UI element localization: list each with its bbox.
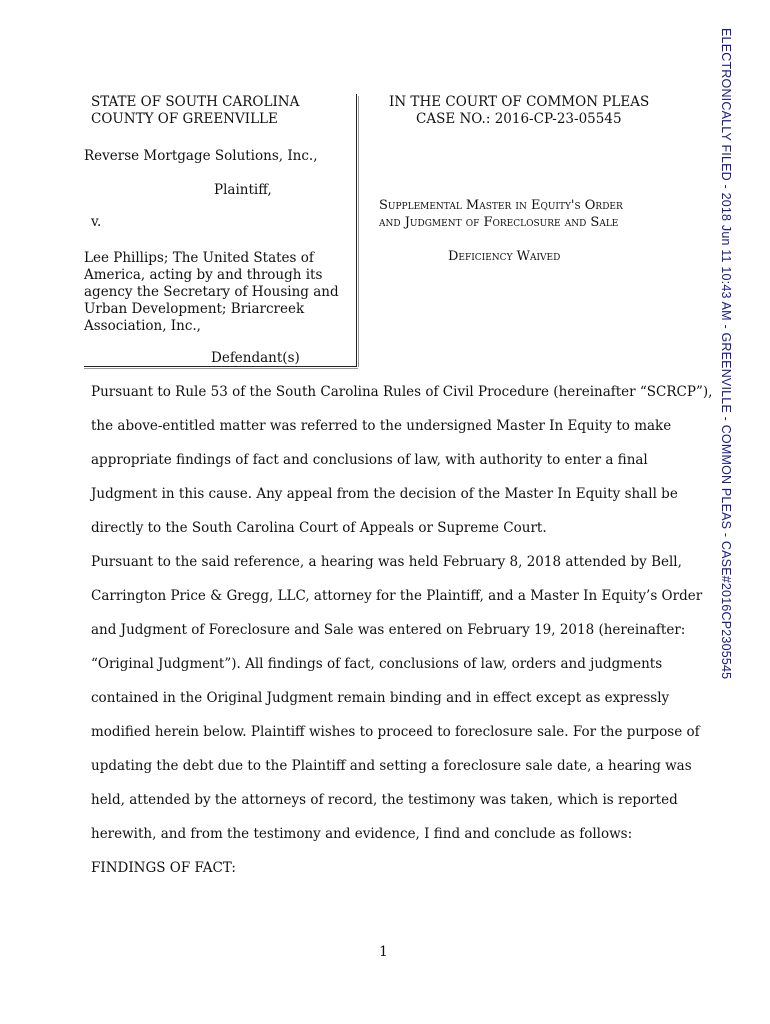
findings-heading: FINDINGS OF FACT: xyxy=(91,860,236,876)
plaintiff-name: Reverse Mortgage Solutions, Inc., xyxy=(84,148,318,164)
state-label: STATE OF SOUTH CAROLINA xyxy=(91,94,300,110)
body-line: modified herein below. Plaintiff wishes to proceed to foreclosure sale. For the purpose of xyxy=(91,724,700,740)
county-label: COUNTY OF GREENVILLE xyxy=(91,111,278,127)
body-line: Judgment in this cause. Any appeal from the decision of the Master In Equity shall be xyxy=(91,486,678,502)
body-line: the above-entitled matter was referred to the undersigned Master In Equity to make xyxy=(91,418,672,434)
order-title-line1: Supplemental Master in Equity's Order xyxy=(379,198,623,213)
defendant-line: Association, Inc., xyxy=(84,318,201,334)
body-line: held, attended by the attorneys of record, the testimony was taken, which is reported xyxy=(91,792,678,808)
body-line: herewith, and from the testimony and evidence, I find and conclude as follows: xyxy=(91,826,633,842)
plaintiff-role: Plaintiff, xyxy=(214,182,272,198)
body-line: updating the debt due to the Plaintiff and setting a foreclosure sale date, a hearing was xyxy=(91,758,692,774)
body-line: appropriate findings of fact and conclusions of law, with authority to enter a final xyxy=(91,452,648,468)
page-number: 1 xyxy=(379,944,388,960)
defendant-line: Lee Phillips; The United States of xyxy=(84,250,314,266)
body-line: Pursuant to the said reference, a hearing was held February 8, 2018 attended by Bell, xyxy=(91,554,682,570)
case-number: CASE NO.: 2016-CP-23-05545 xyxy=(416,111,622,127)
court-label: IN THE COURT OF COMMON PLEAS xyxy=(389,94,650,110)
body-line: directly to the South Carolina Court of Appeals or Supreme Court. xyxy=(91,520,547,536)
defendant-line: agency the Secretary of Housing and xyxy=(84,284,339,300)
electronic-filing-stamp: ELECTRONICALLY FILED - 2018 Jun 11 10:43 AM - GREENVILLE - COMMON PLEAS - CASE#2016CP2305545 xyxy=(719,28,733,680)
defendant-line: Urban Development; Briarcreek xyxy=(84,301,305,317)
body-line: Pursuant to Rule 53 of the South Carolina Rules of Civil Procedure (hereinafter “SCRCP”), xyxy=(91,384,713,400)
versus-label: v. xyxy=(91,214,102,230)
deficiency-label: Deficiency Waived xyxy=(448,249,561,264)
order-title-line2: and Judgment of Foreclosure and Sale xyxy=(379,215,619,230)
body-line: “Original Judgment”). All findings of fact, conclusions of law, orders and judgments xyxy=(91,656,663,672)
caption-divider-vertical-shadow xyxy=(358,96,359,367)
caption-divider-horizontal xyxy=(84,366,357,367)
defendant-line: America, acting by and through its xyxy=(84,267,323,283)
caption-divider-horizontal-shadow xyxy=(84,368,358,369)
body-line: Carrington Price & Gregg, LLC, attorney for the Plaintiff, and a Master In Equity’s Order xyxy=(91,588,703,604)
body-line: contained in the Original Judgment remain binding and in effect except as expressly xyxy=(91,690,670,706)
body-line: and Judgment of Foreclosure and Sale was entered on February 19, 2018 (hereinafter: xyxy=(91,622,686,638)
defendant-role: Defendant(s) xyxy=(211,350,300,366)
